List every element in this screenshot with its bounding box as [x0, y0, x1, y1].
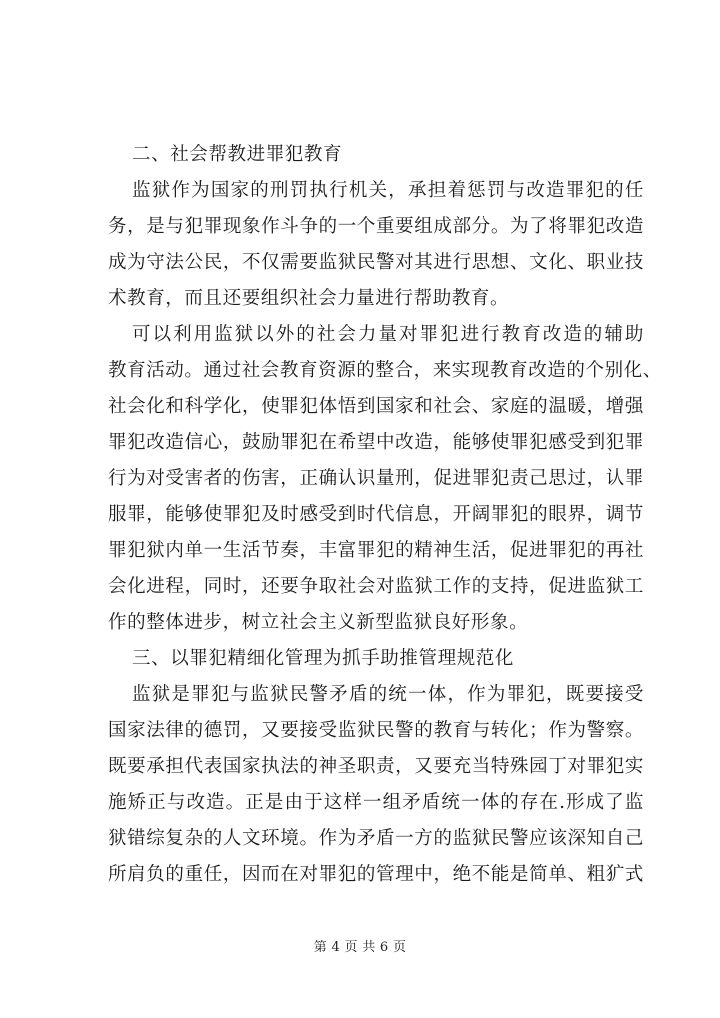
section-heading-2: 二、社会帮教进罪犯教育: [132, 144, 343, 165]
paragraph-line: 术教育，而且还要组织社会力量进行帮助教育。: [108, 288, 510, 309]
paragraph-line: 监狱作为国家的刑罚执行机关，承担着惩罚与改造罪犯的任: [132, 180, 644, 201]
paragraph-line: 既要承担代表国家执法的神圣职责，又要充当特殊园丁对罪犯实: [108, 756, 644, 777]
body-text: [108, 137, 662, 893]
paragraph-line: 务，是与犯罪现象作斗争的一个重要组成部分。为了将罪犯改造: [108, 216, 644, 237]
paragraph-line: 服罪，能够使罪犯及时感受到时代信息，开阔罪犯的眼界，调节: [108, 504, 644, 525]
paragraph-line: 教育活动。通过社会教育资源的整合，来实现教育改造的个别化、: [108, 360, 662, 381]
paragraph-line: 会化进程，同时，还要争取社会对监狱工作的支持，促进监狱工: [108, 576, 644, 597]
paragraph-line: 成为守法公民，不仅需要监狱民警对其进行思想、文化、职业技: [108, 252, 644, 273]
paragraph-line: 所肩负的重任，因而在对罪犯的管理中，绝不能是简单、粗犷式: [108, 864, 644, 885]
paragraph-line: 监狱是罪犯与监狱民警矛盾的统一体，作为罪犯，既要接受: [132, 684, 644, 705]
paragraph-line: 施矫正与改造。正是由于这样一组矛盾统一体的存在.形成了监: [108, 792, 644, 813]
paragraph-line: 社会化和科学化，使罪犯体悟到国家和社会、家庭的温暖，增强: [108, 396, 644, 417]
section-heading-3: 三、以罪犯精细化管理为抓手助推管理规范化: [132, 648, 515, 669]
paragraph-line: 作的整体进步，树立社会主义新型监狱良好形象。: [108, 612, 529, 633]
paragraph-line: 狱错综复杂的人文环境。作为矛盾一方的监狱民警应该深知自己: [108, 828, 644, 849]
paragraph-line: 罪犯狱内单一生活节奏，丰富罪犯的精神生活，促进罪犯的再社: [108, 540, 644, 561]
page-number-footer: 第 4 页 共 6 页: [313, 940, 407, 955]
paragraph-line: 可以利用监狱以外的社会力量对罪犯进行教育改造的辅助: [132, 324, 644, 345]
paragraph-line: 罪犯改造信心，鼓励罪犯在希望中改造，能够使罪犯感受到犯罪: [108, 432, 644, 453]
paragraph-line: 行为对受害者的伤害，正确认识量刑，促进罪犯责己思过，认罪: [108, 468, 644, 489]
paragraph-line: 国家法律的德罚，又要接受监狱民警的教育与转化；作为警察。: [108, 720, 644, 741]
